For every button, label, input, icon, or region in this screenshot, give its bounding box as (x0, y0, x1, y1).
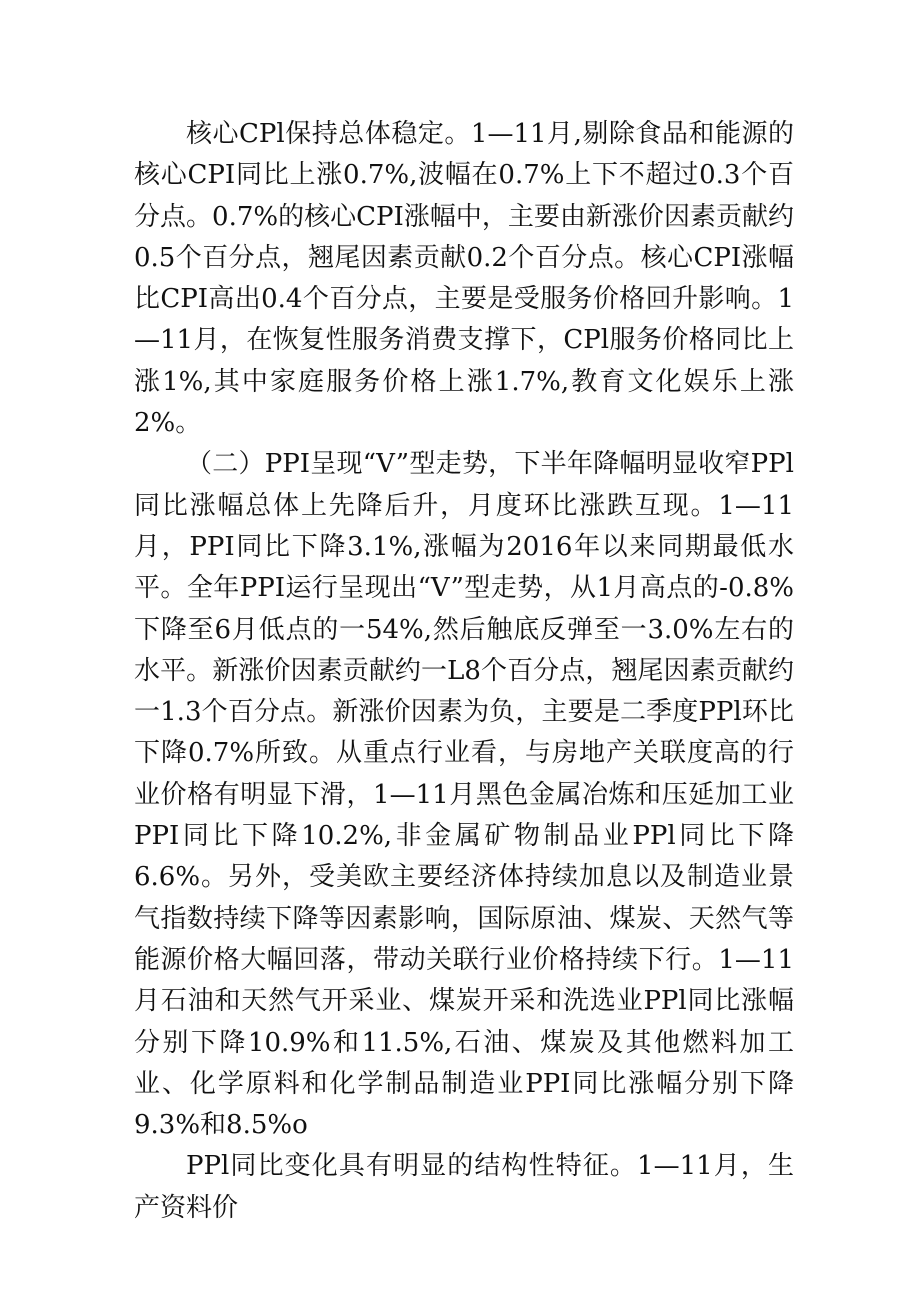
paragraph-core-cpi: 核心CPl保持总体稳定。1—11月,剔除食品和能源的核心CPI同比上涨0.7%,波幅在0.7%上下不超过0.3个百分点。0.7%的核心CPI涨幅中，主要由新涨价因素贡献约0.5个百分点，翘尾因素贡献0.2个百分点。核心CPI涨幅比CPI高出0.4个百分点，主要是受服务价格回升影响。1—11月，在恢复性服务消费支撑下，CPl服务价格同比上涨1%,其中家庭服务价格上涨1.7%,教育文化娱乐上涨2%。 (134, 119, 794, 439)
paragraph-ppi-v-trend: （二）PPI呈现“V”型走势，下半年降幅明显收窄PPl同比涨幅总体上先降后升，月度环比涨跌互现。1—11月，PPI同比下降3.1%,涨幅为2016年以来同期最低水平。全年PPI运行呈现出“V”型走势，从1月高点的-0.8%下降至6月低点的一54%,然后触底反弹至一3.0%左右的水平。新涨价因素贡献约一L8个百分点，翘尾因素贡献约一1.3个百分点。新涨价因素为负，主要是二季度PPl环比下降0.7%所致。从重点行业看，与房地产关联度高的行业价格有明显下滑，1—11月黑色金属冶炼和压延加工业PPI同比下降10.2%,非金属矿物制品业PPl同比下降6.6%。另外，受美欧主要经济体持续加息以及制造业景气指数持续下降等因素影响，国际原油、煤炭、天然气等能源价格大幅回落，带动关联行业价格持续下行。1—11月石油和天然气开采业、煤炭开采和洗选业PPl同比涨幅分别下降10.9%和11.5%,石油、煤炭及其他燃料加工业、化学原料和化学制品制造业PPI同比涨幅分别下降9.3%和8.5%o (134, 449, 794, 1141)
paragraph-ppi-structure: PPl同比变化具有明显的结构性特征。1—11月，生产资料价 (134, 1151, 794, 1223)
body-text (134, 114, 794, 1229)
